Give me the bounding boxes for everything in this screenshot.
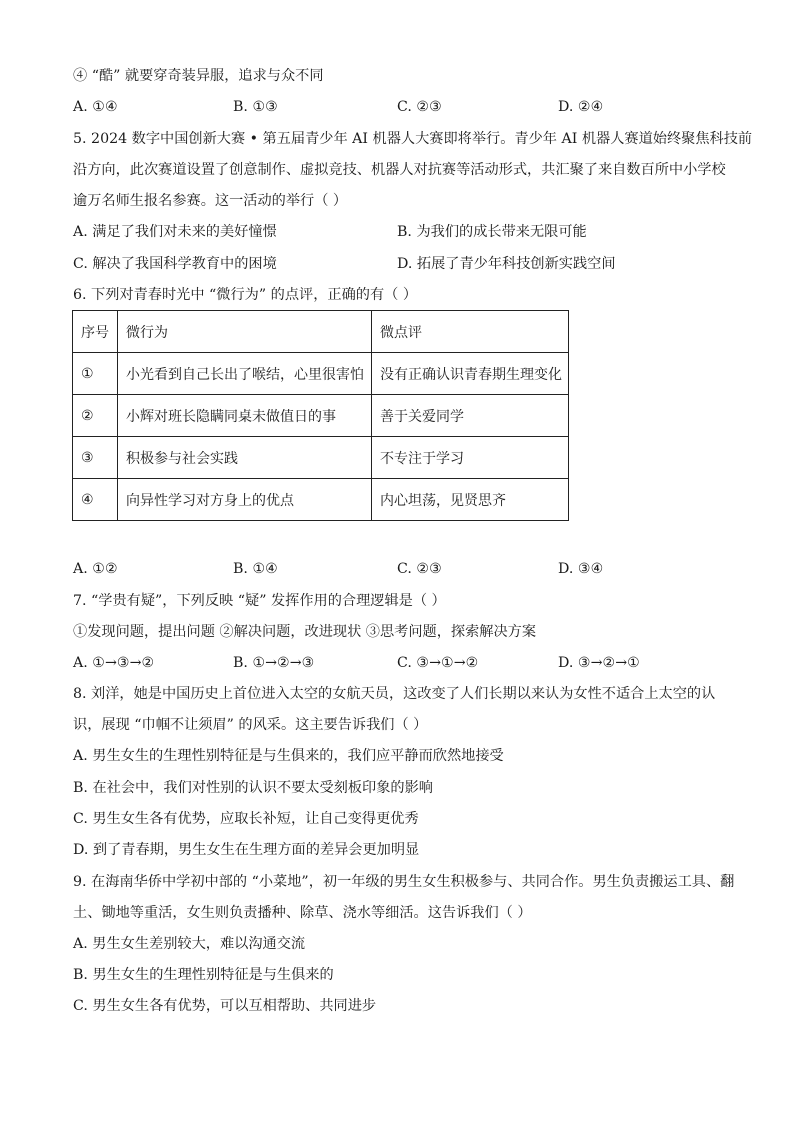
q5-option-c: C. 解决了我国科学教育中的困境	[73, 256, 277, 272]
table-cell: 不专注于学习	[372, 437, 569, 479]
table-cell: 积极参与社会实践	[118, 437, 372, 479]
q7-option-b: B. ①→②→③	[233, 655, 315, 671]
q5-option-d: D. 拓展了青少年科技创新实践空间	[397, 256, 616, 272]
q5-stem-line-3: 逾万名师生报名参赛。这一活动的举行（ ）	[73, 193, 348, 209]
q5-option-b: B. 为我们的成长带来无限可能	[397, 224, 587, 240]
table-cell: ③	[73, 437, 118, 479]
q5-stem-line-2: 沿方向，此次赛道设置了创意制作、虚拟竞技、机器人对抗赛等活动形式，共汇聚了来自数百所中小学校	[73, 162, 726, 178]
q8-stem-line-2: 识，展现 “巾帼不让须眉” 的风采。这主要告诉我们（ ）	[73, 717, 428, 733]
q7-option-c: C. ③→①→②	[397, 655, 479, 671]
q9-stem-line-1: 9. 在海南华侨中学初中部的 “小菜地”，初一年级的男生女生积极参与、共同合作。男生负责搬运工具、翻	[73, 874, 735, 890]
q9-stem-line-2: 土、锄地等重活，女生则负责播种、除草、浇水等细活。这告诉我们（ ）	[73, 905, 532, 921]
table-cell: ②	[73, 395, 118, 437]
q9-option-a: A. 男生女生差别较大，难以沟通交流	[73, 936, 306, 952]
table-row	[73, 479, 569, 521]
q9-option-b: B. 男生女生的生理性别特征是与生俱来的	[73, 967, 334, 983]
table-header-row	[73, 311, 569, 353]
q6-table	[72, 310, 569, 521]
q8-option-a: A. 男生女生的生理性别特征是与生俱来的，我们应平静而欣然地接受	[73, 748, 504, 764]
q7-option-a: A. ①→③→②	[73, 655, 155, 671]
q8-option-c: C. 男生女生各有优势，应取长补短，让自己变得更优秀	[73, 811, 419, 827]
table-header-cell: 微行为	[118, 311, 372, 353]
q5-option-a: A. 满足了我们对未来的美好憧憬	[73, 224, 277, 240]
q6-stem: 6. 下列对青春时光中 “微行为” 的点评，正确的有（ ）	[73, 287, 418, 303]
table-cell: 没有正确认识青春期生理变化	[372, 353, 569, 395]
table-header-cell: 微点评	[372, 311, 569, 353]
q4-option-c: C. ②③	[397, 99, 442, 115]
table-header-cell: 序号	[73, 311, 118, 353]
q8-option-d: D. 到了青春期，男生女生在生理方面的差异会更加明显	[73, 842, 420, 858]
table-cell: 向异性学习对方身上的优点	[118, 479, 372, 521]
q5-stem-line-1: 5. 2024 数字中国创新大赛 • 第五届青少年 AI 机器人大赛即将举行。青少年 AI 机器人赛道始终聚焦科技前	[73, 131, 753, 147]
q4-option-a: A. ①④	[73, 99, 118, 115]
q7-statements: ①发现问题，提出问题 ②解决问题，改进现状 ③思考问题，探索解决方案	[73, 624, 537, 640]
q6-option-a: A. ①②	[73, 561, 118, 577]
q4-statement-4: ④ “酷” 就要穿奇装异服，追求与众不同	[73, 68, 324, 84]
table-cell: 善于关爱同学	[372, 395, 569, 437]
table-row	[73, 395, 569, 437]
q9-option-c: C. 男生女生各有优势，可以互相帮助、共同进步	[73, 998, 377, 1014]
q8-stem-line-1: 8. 刘洋，她是中国历史上首位进入太空的女航天员，这改变了人们长期以来认为女性不适合上太空的认	[73, 686, 716, 702]
q7-option-d: D. ③→②→①	[558, 655, 640, 671]
table-row	[73, 437, 569, 479]
q6-option-b: B. ①④	[233, 561, 278, 577]
q8-option-b: B. 在社会中，我们对性别的认识不要太受刻板印象的影响	[73, 780, 433, 796]
q6-option-c: C. ②③	[397, 561, 442, 577]
q4-option-b: B. ①③	[233, 99, 278, 115]
table-cell: 小光看到自己长出了喉结，心里很害怕	[118, 353, 372, 395]
table-cell: ①	[73, 353, 118, 395]
table-cell: 小辉对班长隐瞒同桌未做值日的事	[118, 395, 372, 437]
table-cell: ④	[73, 479, 118, 521]
table-row	[73, 353, 569, 395]
q4-option-d: D. ②④	[558, 99, 604, 115]
q6-option-d: D. ③④	[558, 561, 604, 577]
q7-stem: 7. “学贵有疑”，下列反映 “疑” 发挥作用的合理逻辑是（ ）	[73, 593, 446, 609]
table-cell: 内心坦荡，见贤思齐	[372, 479, 569, 521]
